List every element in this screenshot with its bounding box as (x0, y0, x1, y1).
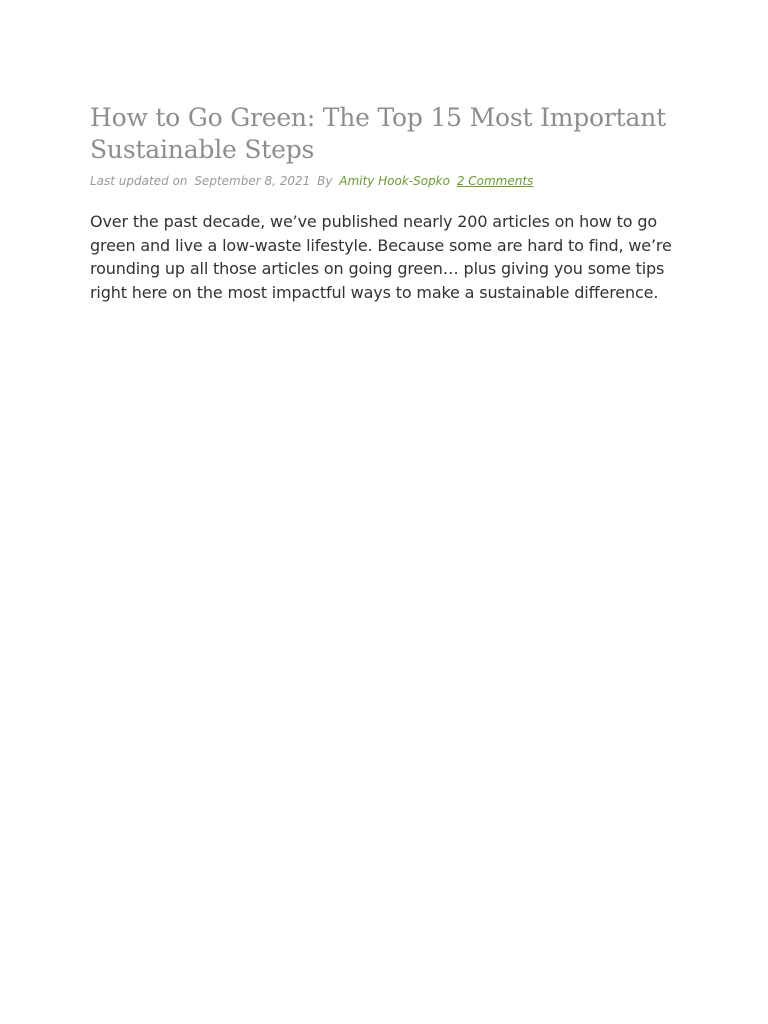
intro-paragraph: Over the past decade, we’ve published nearly 200 articles on how to go green and live a low-waste lifestyle. Because some are hard to find, we’re rounding up all those articles on going green… plus giving you some tips right here on the most impactful ways to make a sustainable difference. (90, 212, 672, 302)
updated-date: September 8, 2021 (194, 174, 311, 188)
comments-link[interactable]: 2 Comments (456, 174, 534, 188)
article-title: How to Go Green: The Top 15 Most Important Sustainable Steps (90, 103, 666, 164)
article (90, 102, 690, 304)
last-updated-label: Last updated on (90, 174, 188, 188)
by-label: By (317, 174, 333, 188)
article-meta (90, 172, 690, 190)
author-link[interactable]: Amity Hook-Sopko (339, 174, 450, 188)
